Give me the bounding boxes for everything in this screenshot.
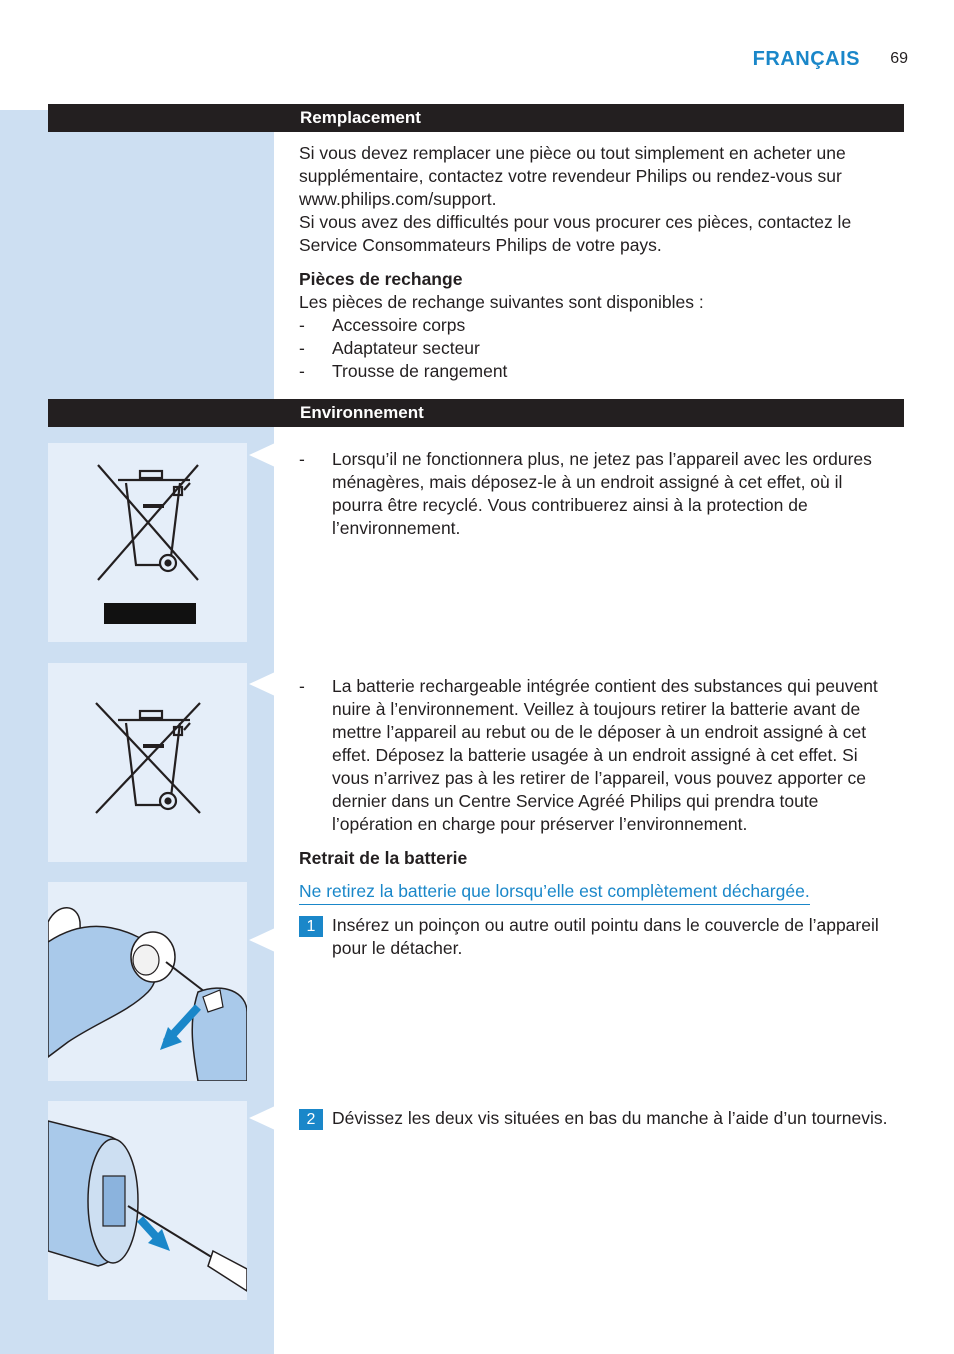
page-number: 69 bbox=[890, 50, 908, 67]
environment-item-1 bbox=[299, 448, 894, 540]
hand-tool-illustration-icon bbox=[48, 882, 247, 1081]
step1-illustration bbox=[48, 882, 247, 1081]
section-bar-replacement bbox=[48, 104, 904, 132]
panel-pointer bbox=[249, 672, 275, 696]
replacement-para-1: Si vous devez remplacer une pièce ou tout simplement en acheter une supplémentaire, contactez votre revendeur Philips ou rendez-vous sur www.philips.com/support. bbox=[299, 143, 846, 209]
list-item: - Lorsqu’il ne fonctionnera plus, ne jetez pas l’appareil avec les ordures ménagères, mais déposez-le à un endroit assigné à cet effet, où il pourra être recyclé. Vous contribuerez ainsi à la protection de l’environnement. bbox=[299, 448, 894, 540]
step2-illustration bbox=[48, 1101, 247, 1300]
screwdriver-illustration-icon bbox=[48, 1101, 247, 1300]
panel-pointer bbox=[249, 928, 275, 952]
replacement-text bbox=[299, 142, 899, 383]
replacement-para-2: Si vous avez des difficultés pour vous procurer ces pièces, contactez le Service Consommateurs Philips de votre pays. bbox=[299, 212, 852, 255]
list-item: - Trousse de rangement bbox=[299, 360, 899, 383]
list-item: - Adaptateur secteur bbox=[299, 337, 899, 360]
step-text-2: Dévissez les deux vis situées en bas du manche à l’aide d’un tournevis. bbox=[332, 1108, 888, 1128]
panel-pointer bbox=[249, 443, 275, 467]
step-number-1: 1 bbox=[299, 916, 323, 937]
spare-parts-intro: Les pièces de rechange suivantes sont disponibles : bbox=[299, 292, 704, 312]
weee-bin-illustration bbox=[48, 443, 247, 642]
battery-bin-illustration bbox=[48, 663, 247, 862]
list-item: - La batterie rechargeable intégrée contient des substances qui peuvent nuire à l’environnement. Veillez à toujours retirer la batterie avant de mettre l’appareil au rebut ou de le déposer à un endroit assigné à cet effet. Déposez la batterie usagée à un endroit assigné à cet effet. Si vous n’arrivez pas à les retirer de l’appareil, vous pouvez apporter ce dernier dans un Centre Service Agréé Philips qui prendra toute l’opération en charge pour préserver l’environnement. bbox=[299, 675, 899, 836]
crossed-bin-icon bbox=[48, 663, 247, 862]
step-text-1: Insérez un poinçon ou autre outil pointu dans le couvercle de l’appareil pour le détacher. bbox=[332, 915, 879, 958]
battery-warning: Ne retirez la batterie que lorsqu’elle est complètement déchargée. bbox=[299, 880, 810, 905]
section-bar-environment bbox=[48, 399, 904, 427]
section-title-replacement: Remplacement bbox=[300, 108, 421, 127]
environment-item-2 bbox=[299, 675, 899, 870]
step-number-2: 2 bbox=[299, 1109, 323, 1130]
section-title-environment: Environnement bbox=[300, 403, 424, 422]
separate-collection-bar bbox=[104, 603, 196, 624]
list-item: - Accessoire corps bbox=[299, 314, 899, 337]
spare-parts-heading: Pièces de rechange bbox=[299, 269, 463, 289]
battery-removal-heading: Retrait de la batterie bbox=[299, 848, 468, 868]
panel-pointer bbox=[249, 1106, 275, 1130]
spare-parts-list bbox=[299, 314, 899, 383]
language-header: FRANÇAIS bbox=[752, 48, 860, 70]
